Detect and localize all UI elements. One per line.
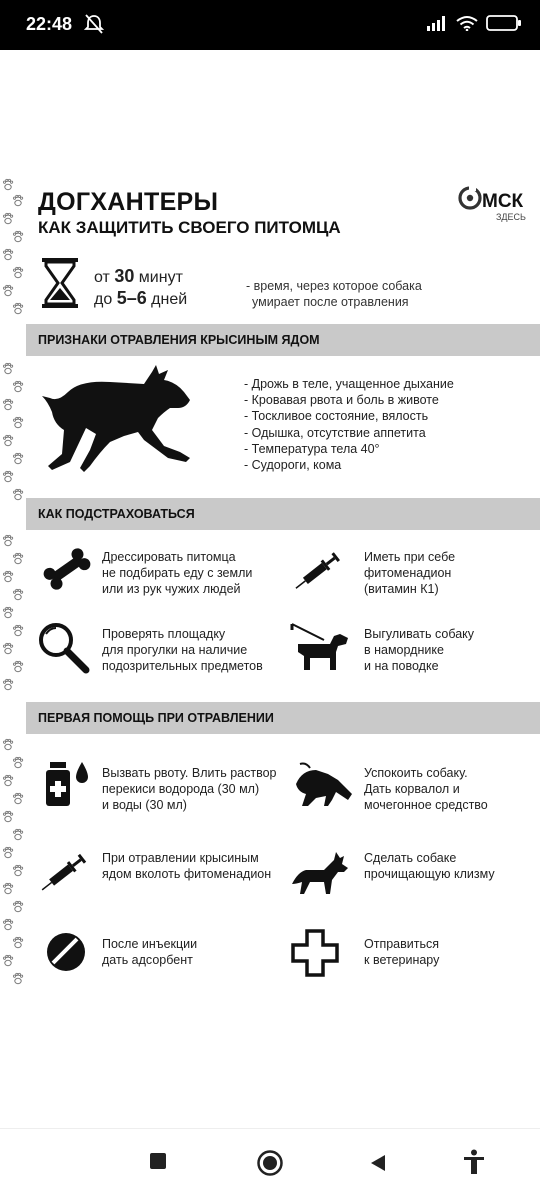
list-item: - Тоскливое состояние, вялость	[244, 409, 429, 424]
signal-icon	[426, 15, 448, 36]
time-max: до 5–6 дней	[94, 288, 188, 308]
back-button[interactable]	[368, 1153, 388, 1178]
calm-dog-icon	[292, 762, 354, 815]
first-aid-item-vomit: Вызвать рвоту. Влить раствор перекиси водорода (30 мл) и воды (30 мл)	[102, 766, 277, 812]
standing-dog-icon	[290, 850, 350, 901]
insurance-item-check: Проверять площадку для прогулки на наличие подозрительных предметов	[102, 627, 263, 673]
section-insurance: КАК ПОДСТРАХОВАТЬСЯ	[26, 498, 540, 530]
list-item: - Температура тела 40°	[244, 441, 380, 456]
home-button[interactable]	[256, 1149, 284, 1182]
omsk-logo-icon	[458, 186, 482, 215]
pill-icon	[44, 930, 88, 979]
medical-cross-icon	[290, 928, 340, 983]
first-aid-item-calm: Успокоить собаку. Дать корвалол и мочегонное средство	[364, 766, 488, 812]
syringe-icon	[290, 548, 346, 599]
page-title: ДОГХАНТЕРЫ	[38, 188, 219, 216]
insurance-item-vitamin: Иметь при себе фитоменадион (витамин К1)	[364, 550, 456, 596]
accessibility-button[interactable]	[462, 1149, 486, 1180]
first-aid-item-vet: Отправиться к ветеринару	[364, 937, 440, 967]
first-aid-item-adsorbent: После инъекции дать адсорбент	[102, 937, 198, 967]
hourglass-icon	[40, 258, 80, 313]
list-item: - Дрожь в теле, учащенное дыхание	[244, 377, 454, 391]
paw-print-border	[0, 178, 26, 990]
logo-subtext: ЗДЕСЬ	[496, 212, 526, 222]
list-item: - Судороги, кома	[244, 458, 342, 473]
insurance-item-train: Дрессировать питомца не подбирать еду с земли или из рук чужих людей	[102, 550, 253, 596]
navigation-bar	[0, 1128, 540, 1200]
logo-text: МСК	[482, 191, 524, 212]
symptoms-list	[244, 376, 454, 473]
dog-silhouette-icon	[40, 362, 196, 482]
infographic	[0, 178, 540, 990]
dog-muzzle-icon	[290, 622, 350, 677]
section-symptoms: ПРИЗНАКИ ОТРАВЛЕНИЯ КРЫСИНЫМ ЯДОМ	[26, 324, 540, 356]
medicine-bottle-icon	[42, 760, 92, 815]
list-item: - Кровавая рвота и боль в животе	[244, 393, 439, 408]
status-time: 22:48	[26, 14, 73, 34]
time-description: - время, через которое собака умирает после отравления	[246, 279, 422, 309]
syringe-icon	[36, 848, 94, 901]
section-first-aid: ПЕРВАЯ ПОМОЩЬ ПРИ ОТРАВЛЕНИИ	[26, 702, 540, 734]
list-item: - Одышка, отсутствие аппетита	[244, 425, 426, 440]
page-subtitle: КАК ЗАЩИТИТЬ СВОЕГО ПИТОМЦА	[38, 218, 341, 237]
time-min: от 30 минут	[94, 266, 183, 286]
status-bar	[0, 0, 540, 50]
recents-button[interactable]	[148, 1151, 168, 1176]
first-aid-item-enema: Сделать собаке прочищающую клизму	[364, 851, 495, 881]
magnifier-icon	[36, 620, 92, 681]
alarm-off-icon	[84, 13, 104, 40]
battery-icon	[486, 14, 522, 37]
wifi-icon	[456, 15, 478, 36]
insurance-item-walk: Выгуливать собаку в наморднике и на поводке	[364, 627, 475, 673]
bone-icon	[40, 546, 94, 597]
first-aid-item-injection: При отравлении крысиным ядом вколоть фитоменадион	[102, 851, 272, 881]
